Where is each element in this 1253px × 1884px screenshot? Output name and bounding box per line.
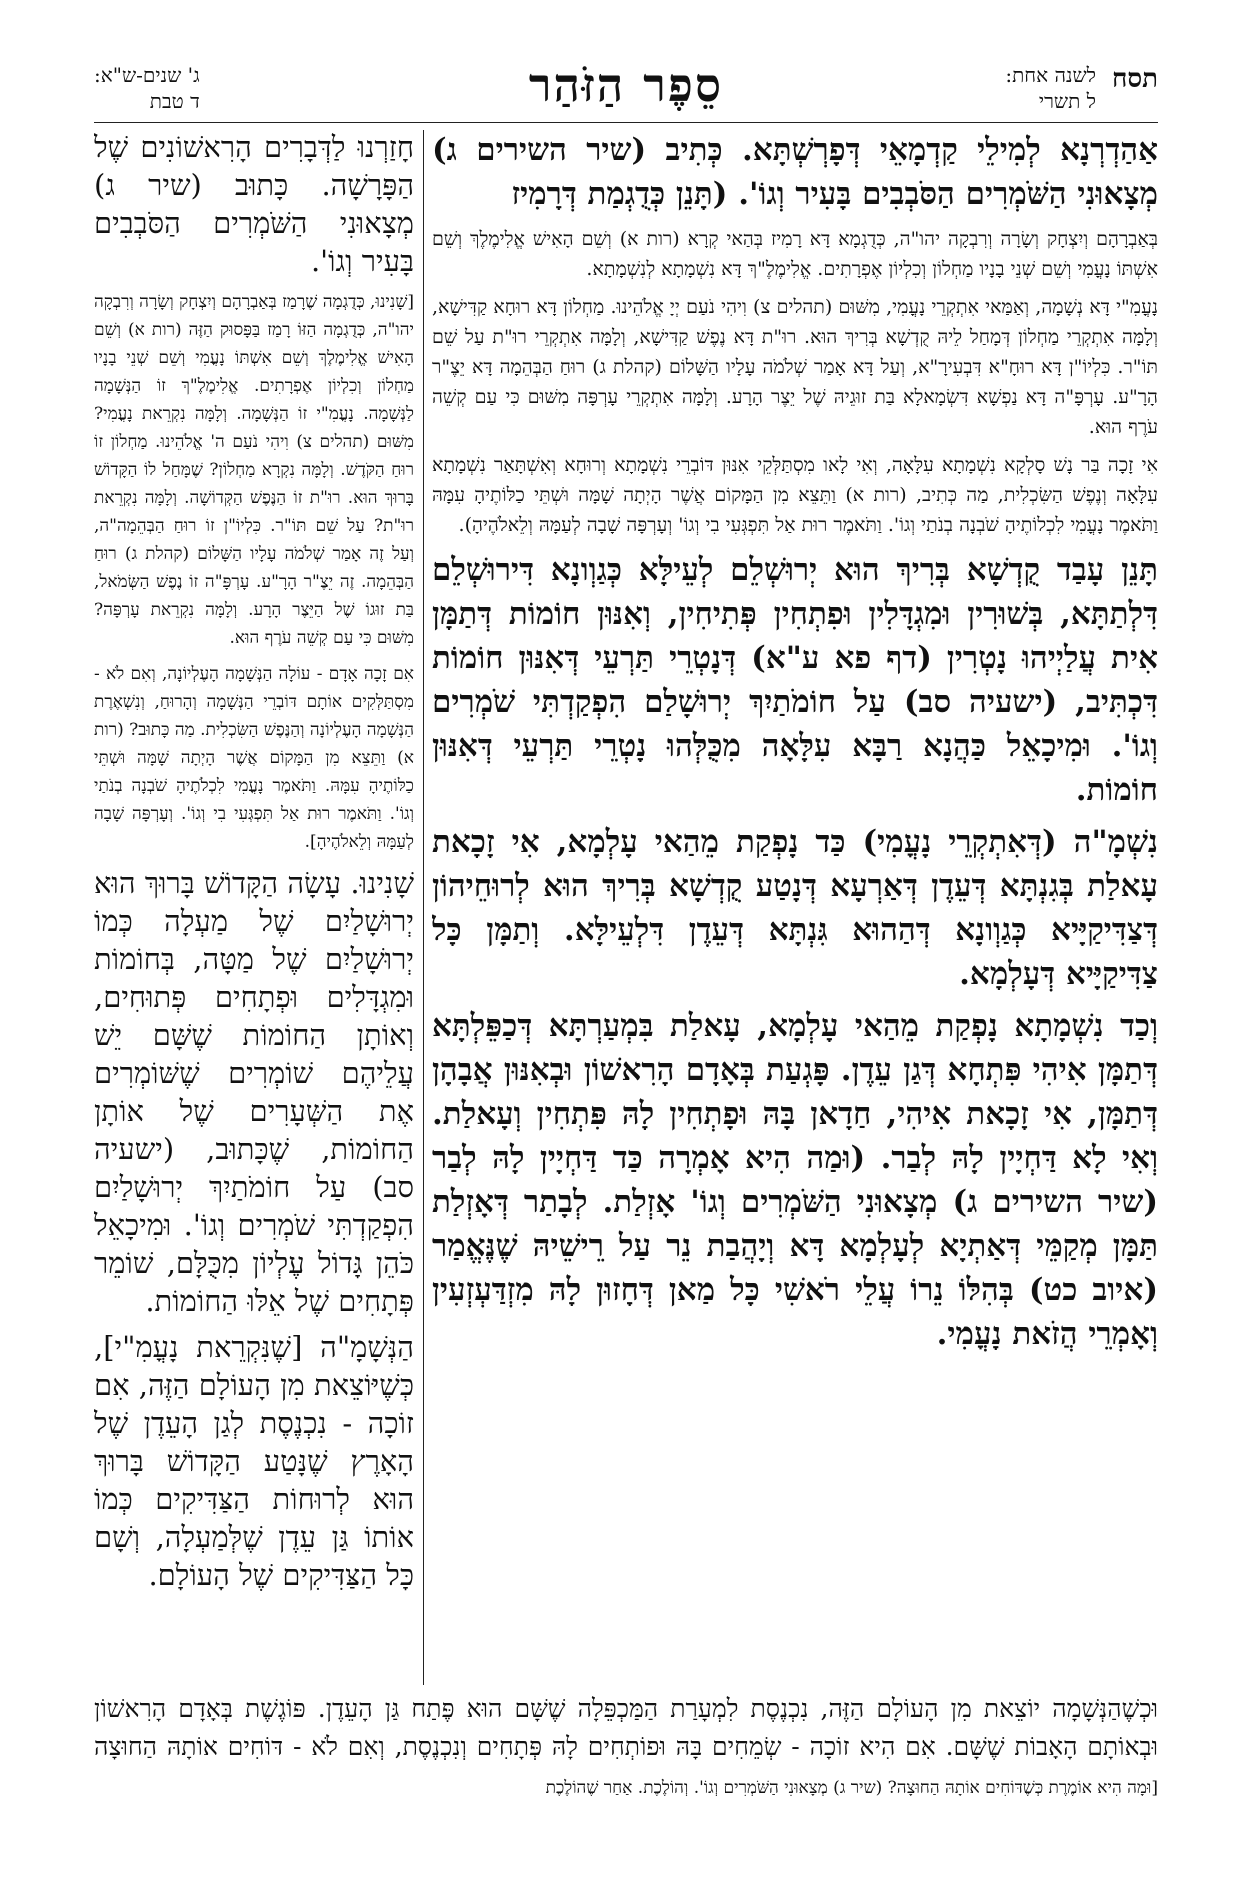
schedule-one-year-date: ל תשרי — [1038, 89, 1096, 113]
column-divider — [423, 130, 424, 1685]
translation-paragraph: [שָׁנִינוּ, כְּדֻגְמָה שֶׁרָמַז בְּאַבְרָהָם וְיִצְחָק וְשָׂרָה וְרִבְקָה יהו"ה, כְּדֻגְמָה הַזּוֹ רָמַז בַּפָּסוּק הַזֶּה (רות א) וְשֵׁם הָאִישׁ אֱלִימֶלֶךְ וְשֵׁם אִשְׁתּוֹ נָעֳמִי וְשֵׁם שְׁנֵי בָנָיו מַחְלוֹן וְכִלְיוֹן אֶפְרָתִים. אֱלִימֶלֶ"ךְ זוֹ הַנְּשָׁמָה לַנְּשָׁמָה. נָעֳמִ"י זוֹ הַנְּשָׁמָה. וְלָמָּה נִקְרֵאת נָעֳמִי? מִשּׁוּם (תהלים צ) וִיהִי נֹעַם ה' אֱלֹהֵינוּ. מַחְלוֹן זוֹ רוּחַ הַקֹּדֶשׁ. וְלָמָּה נִקְרָא מַחְלוֹן? שֶׁמָּחַל לוֹ הַקָּדוֹשׁ בָּרוּךְ הוּא. רוּ"ת זוֹ הַנֶּפֶשׁ הַקְּדוֹשָׁה. וְלָמָּה נִקְרֵאת רוּ"ת? עַל שֵׁם תּוֹ"ר. כִּלְיוֹ"ן זוֹ רוּחַ הַבְּהֵמָה"ה, וְעַל זֶה אָמַר שְׁלֹמֹה עָלָיו הַשָּׁלוֹם (קהלת ג) רוּחַ הַבְּהֵמָה. זֶה יֵצֶ"ר הָרָ"ע. עָרְפָּ"ה זוֹ נֶפֶשׁ הַשְּׂמֹאל, בַּת זוּגוֹ שֶׁל הַיֵּצֶר הָרָע. וְלָמָּה נִקְרֵאת עָרְפָּה? מִשּׁוּם כִּי עַם קְשֵׁה עֹרֶף הוּא. — [94, 292, 414, 648]
schedule-three-years — [94, 62, 200, 114]
translation-paragraph: חָזַרְנוּ לַדְּבָרִים הָרִאשׁוֹנִים שֶׁל הַפָּרָשָׁה. כָּתוּב (שיר ג) מְצָאוּנִי הַשֹּׁמְרִים הַסֹּבְבִים בָּעִיר וְגוֹ'. — [94, 130, 414, 278]
page-header — [94, 58, 1158, 116]
schedule-three-years-date: ד טבת — [149, 89, 200, 113]
hebrew-translation-column — [94, 128, 414, 1688]
bottom-translation — [94, 1690, 1158, 1804]
page-number: תסח — [1111, 64, 1158, 94]
translation-paragraph: הַנְּשָׁמָ"ה [שֶׁנִּקְרֵאת נָעֳמִ"י], כְּשֶׁיּוֹצֵאת מִן הָעוֹלָם הַזֶּה, אִם זוֹכָה - נִכְנֶסֶת לְגַן הָעֵדֶן שֶׁל הָאָרֶץ שֶׁנָּטַע הַקָּדוֹשׁ בָּרוּךְ הוּא לְרוּחוֹת הַצַּדִּיקִים כְּמוֹ אוֹתוֹ גַּן עֵדֶן שֶׁלְּמַעְלָה, וְשָׁם כָּל הַצַּדִּיקִים שֶׁל הָעוֹלָם. — [94, 1330, 414, 1592]
aramaic-paragraph: נָעֳמִ"י דָּא נְשָׁמָה, וְאַמַּאי אִתְקְרֵי נָעֳמִי, מִשּׁוּם (תהלים צ) וִיהִי נֹעַם יְיָ אֱלֹהֵינוּ. מַחְלוֹן דָּא רוּחָא קַדִּישָׁא, וְלָמָּה אִתְקְרֵי מַחְלוֹן דְּמָחַל לֵיהּ קֻדְשָׁא בְּרִיךְ הוּא. רוּ"ת דָּא נֶפֶשׁ קַדִּישָׁא, וְלָמָּה אִתְקְרֵי רוּ"ת עַל שֵׁם תּוֹ"ר. כִּלְיוֹ"ן דָּא רוּחָ"א דִּבְעִירָ"א, וְעַל דָּא אָמַר שְׁלֹמֹה עָלָיו הַשָּׁלוֹם (קהלת ג) רוּחַ הַבְּהֵמָה דָּא יֵצֶ"ר הָרָ"ע. עָרְפָּ"ה דָּא נַפְשָׁא דִּשְׂמָאלָא בַּת זוּגֵיהּ שֶׁל יֵצֶר הָרָע. וְלָמָּה אִתְקְרֵי עָרְפָּה מִשּׁוּם כִּי עַם קְשֵׁה עֹרֶף הוּא. — [432, 296, 1158, 438]
aramaic-paragraph: תָּנֵן עָבַד קֻדְשָׁא בְּרִיךְ הוּא יְרוּשְׁלֵם לְעֵילָּא כְּגַוְונָא דִּירוּשְׁלֵם דִּלְתַתָּא, בְּשׁוּרִין וּמִגְדָּלִין וּפִתְחִין פְּתִיחִין, וְאִנּוּן חוֹמוֹת דְּתַמָּן אִית עֲלַיְיהוּ נָטְרִין (דף פא ע"א) דְּנָטְרֵי תַּרְעֵי דְּאִנּוּן חוֹמוֹת דִּכְתִּיב, (ישעיה סב) עַל חוֹמֹתַיִךְ יְרוּשָׁלַם הִפְקַדְתִּי שֹׁמְרִים וְגוֹ'. וּמִיכָאֵל כַּהֲנָא רַבָּא עִלָּאָה מִכֻּלְּהוּ נָטְרֵי תַּרְעֵי דְּאִנּוּן חוֹמוֹת. — [432, 552, 1158, 808]
header-rule — [94, 122, 1158, 123]
aramaic-column — [432, 128, 1158, 1688]
aramaic-paragraph: וְכַד נִשְׁמָתָא נָפְקַת מֵהַאי עָלְמָא, עָאלַת בִּמְעַרְתָּא דְּכַפֵּלְתָּא דְּתַמָּן אִיהִי פִּתְחָא דְּגַן עֵדֶן. פָּגְעַת בְּאָדָם הָרִאשׁוֹן וּבְאִנּוּן אֲבָהָן דְּתַמָּן, אִי זָכָאת אִיהִי, חַדָאן בָּהּ וּפָתְחִין לָהּ פִּתְחִין וְעָאלַת. וְאִי לָא דַּחְיָין לָהּ לְבַר. (וּמַה הִיא אָמְרָה כַּד דַּחְיָין לָהּ לְבַר (שיר השירים ג) מְצָאוּנִי הַשֹּׁמְרִים וְגוֹ' אָזְלַת. לְבָתַר דְּאָזְלַת תַּמָּן מְקַמֵּי דְּאַתְיָא לְעָלְמָא דָּא וְיָהֲבַת נֵר עַל רֵישֵׁיהּ שֶׁנֶּאֱמַר (איוב כט) בְּהִלּוֹ נֵרוֹ עֲלֵי רֹאשִׁי כָּל מַאן דְּחָזוּן לָהּ מִזְדַּעְזְעִין וְאָמְרֵי הֲזֹאת נָעֳמִי. — [432, 1008, 1158, 1352]
schedule-one-year-label: לשנה אחת: — [1005, 63, 1096, 87]
book-title: סֵפֶר הַזֹּהַר — [528, 58, 724, 112]
schedule-one-year — [1005, 62, 1096, 114]
translation-paragraph: אִם זָכָה אָדָם - עוֹלָה הַנְּשָׁמָה הָעֶלְיוֹנָה, וְאִם לֹא - מִסְתַּלְּקִים אוֹתָם דּוֹבְרֵי הַנְּשָׁמָה וְהָרוּחַ, וְנִשְׁאֶרֶת הַנְּשָׁמָה הָעֶלְיוֹנָה וְהַנֶּפֶשׁ הַשִּׂכְלִית. מַה כָּתוּב? (רות א) וַתֵּצֵא מִן הַמָּקוֹם אֲשֶׁר הָיְתָה שָׁמָּה וּשְׁתֵּי כַלּוֹתֶיהָ עִמָּהּ. וַתֹּאמֶר נָעֳמִי לִכְלֹתֶיהָ שֹׁבְנָה בְנֹתַי וְגוֹ'. וַתֹּאמֶר רוּת אַל תִּפְגְּעִי בִי וְגוֹ'. וְעָרְפָּה שָׁבָה לְעַמָּהּ וְלֵאלֹהֶיהָ]. — [94, 664, 414, 852]
aramaic-paragraph: אִי זָכָה בַּר נָשׁ סָלְקָא נִשְׁמָתָא עִלָּאָה, וְאִי לָאו מִסְתַּלְּקֵי אִנּוּן דּוֹבְרֵי נִשְׁמָתָא וְרוּחָא וְאִשְׁתָּאַר נִשְׁמָתָא עִלָּאָה וְנֶפֶשׁ הַשִּׂכְלִית, מַה כְּתִיב, (רות א) וַתֵּצֵא מִן הַמָּקוֹם אֲשֶׁר הָיְתָה שָׁמָּה וּשְׁתֵּי כַלּוֹתֶיהָ עִמָּהּ וַתֹּאמֶר נָעֳמִי לִכְלוֹתֶיהָ שֹׁבְנָה בְנֹתַי וְגוֹ'. וַתֹּאמֶר רוּת אַל תִּפְגְּעִי בִי וְגוֹ' וְעָרְפָּה שָׁבָה לְעַמָּהּ וְלֵאלֹהֶיהָ). — [432, 454, 1158, 536]
aramaic-paragraph: נִשְׁמָ"ה (דְּאִתְקְרֵי נָעֳמִי) כַּד נָפְקַת מֵהַאי עָלְמָא, אִי זָכָאת עָאלַת בְּגִנְתָּא דְּעֵדֶן דְּאַרְעָא דְּנָטַע קֻדְשָׁא בְּרִיךְ הוּא לְרוּחֵיהוֹן דְּצַדִּיקַיָּיא כְּגַוְונָא דְּהַהוּא גִּנְתָּא דְּעֵדֶן דִּלְעֵילָּא. וְתַמָּן כָּל צַדִּיקַיָּיא דְּעָלְמָא. — [432, 824, 1158, 992]
schedule-three-years-label: ג' שנים-ש"א: — [94, 63, 200, 87]
bottom-translation-tail: [וּמָה הִיא אוֹמֶרֶת כְּשֶׁדּוֹחִים אוֹתָהּ הַחוּצָה? (שיר ג) מְצָאוּנִי הַשֹּׁמְרִים וְגוֹ'. וְהוֹלֶכֶת. אַחַר שֶׁהוֹלֶכֶת — [545, 1778, 1158, 1798]
bottom-translation-main: וּכְשֶׁהַנְּשָׁמָה יוֹצֵאת מִן הָעוֹלָם הַזֶּה, נִכְנֶסֶת לִמְעָרַת הַמַּכְפֵּלָה שֶׁשָּׁם הוּא פֶּתַח גַּן הָעֵדֶן. פּוֹגֶשֶׁת בְּאָדָם הָרִאשׁוֹן וּבְאוֹתָם הָאָבוֹת שֶׁשָּׁם. אִם הִיא זוֹכָה - שְׂמֵחִים בָּהּ וּפוֹתְחִים לָהּ פְּתָחִים וְנִכְנֶסֶת, וְאִם לֹא - דּוֹחִים אוֹתָהּ הַחוּצָה — [94, 1694, 1159, 1761]
aramaic-paragraph: אַהַדְרְנָא לְמִילֵי קַדְמָאֵי דְּפָרְשְׁתָּא. כְּתִיב (שיר השירים ג) מְצָאוּנִי הַשֹּׁמְרִים הַסֹּבְבִים בָּעִיר וְגוֹ'. (תָּנֵן כְּדֻגְמַת דְּרָמִיז — [432, 132, 1158, 212]
aramaic-paragraph: בְּאַבְרָהָם וְיִצְחָק וְשָׂרָה וְרִבְקָה יהו"ה, כְּדֻגְמָא דָּא רָמִיז בְּהַאי קְרָא (רות א) וְשֵׁם הָאִישׁ אֱלִימֶלֶךְ וְשֵׁם אִשְׁתּוֹ נָעֳמִי וְשֵׁם שְׁנֵי בָנָיו מַחְלוֹן וְכִלְיוֹן אֶפְרָתִים. אֱלִימֶלֶ"ךְ דָּא נִשְׁמָתָא לְנִשְׁמָתָא. — [432, 228, 1158, 280]
translation-paragraph: שָׁנִינוּ. עָשָׂה הַקָּדוֹשׁ בָּרוּךְ הוּא יְרוּשָׁלַיִם שֶׁל מַעְלָה כְּמוֹ יְרוּשָׁלַיִם שֶׁל מַטָּה, בְּחוֹמוֹת וּמִגְדָּלִים וּפְתָחִים פְּתוּחִים, וְאוֹתָן הַחוֹמוֹת שֶׁשָּׁם יֵשׁ עֲלֵיהֶם שׁוֹמְרִים שֶׁשּׁוֹמְרִים אֶת הַשְּׁעָרִים שֶׁל אוֹתָן הַחוֹמוֹת, שֶׁכָּתוּב, (ישעיה סב) עַל חוֹמֹתַיִךְ יְרוּשָׁלַיִם הִפְקַדְתִּי שֹׁמְרִים וְגוֹ'. וּמִיכָאֵל כֹּהֵן גָּדוֹל עֶלְיוֹן מִכֻּלָּם, שׁוֹמֵר פְּתָחִים שֶׁל אֵלּוּ הַחוֹמוֹת. — [94, 866, 414, 1318]
